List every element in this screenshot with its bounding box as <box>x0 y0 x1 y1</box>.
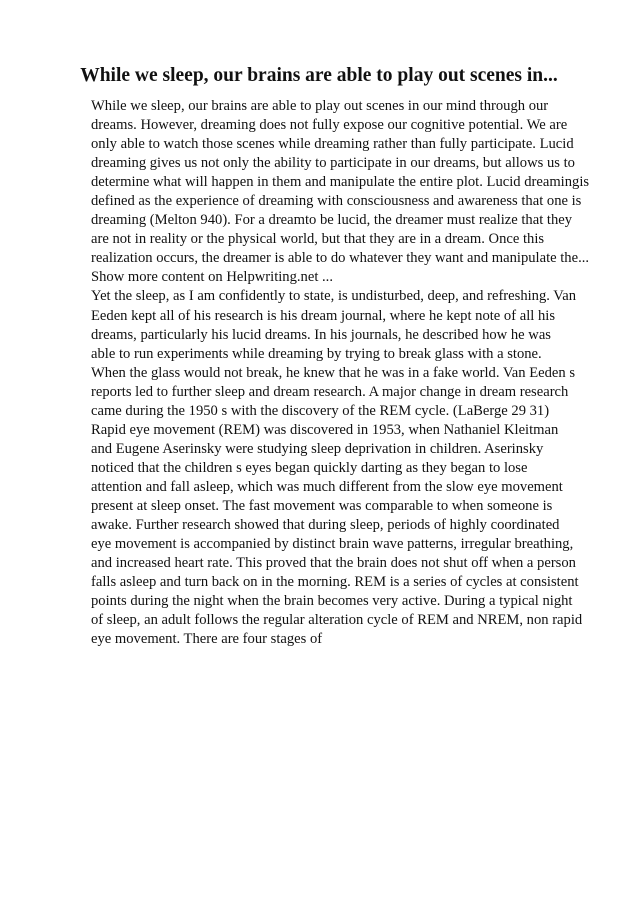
text-line: determine what will happen in them and manipulate the entire plot. Lucid dreamingis <box>91 174 590 191</box>
text-line: of sleep, an adult follows the regular alteration cycle of REM and NREM, non rapid <box>91 612 583 629</box>
text-line: realization occurs, the dreamer is able to do whatever they want and manipulate the... <box>91 250 590 267</box>
text-line: When the glass would not break, he knew that he was in a fake world. Van Eeden s <box>91 364 576 381</box>
text-line: dreams. However, dreaming does not fully expose our cognitive potential. We are <box>91 117 568 134</box>
text-line: While we sleep, our brains are able to play out scenes in our mind through our <box>91 98 549 114</box>
text-line: are not in reality or the physical world, but that they are in a dream. Once this <box>91 231 545 248</box>
text-line: Show more content on Helpwriting.net ... <box>91 269 333 286</box>
text-line: Eeden kept all of his research is his dream journal, where he kept note of all his <box>91 307 556 324</box>
text-line: only able to watch those scenes while dreaming rather than fully participate. Lucid <box>91 136 574 153</box>
text-line: awake. Further research showed that during sleep, periods of highly coordinated <box>91 517 560 534</box>
text-line: dreaming (Melton 940). For a dreamto be lucid, the dreamer must realize that they <box>91 212 573 229</box>
text-line: defined as the experience of dreaming with consciousness and awareness that one is <box>91 193 582 210</box>
text-line: and increased heart rate. This proved that the brain does not shut off when a person <box>91 555 576 572</box>
text-line: falls asleep and turn back on in the morning. REM is a series of cycles at consistent <box>91 574 579 591</box>
text-line: dreaming gives us not only the ability to participate in our dreams, but allows us to <box>91 155 575 172</box>
text-line: eye movement is accompanied by distinct brain wave patterns, irregular breathing, <box>91 536 574 553</box>
text-line: dreams, particularly his lucid dreams. In his journals, he described how he was <box>91 326 551 343</box>
text-line: Rapid eye movement (REM) was discovered in 1953, when Nathaniel Kleitman <box>91 421 559 438</box>
text-line: reports led to further sleep and dream research. A major change in dream research <box>91 383 569 400</box>
text-line: points during the night when the brain becomes very active. During a typical night <box>91 593 573 610</box>
text-line: present at sleep onset. The fast movement was comparable to when someone is <box>91 497 553 514</box>
text-line: Yet the sleep, as I am confidently to state, is undisturbed, deep, and refreshing. Van <box>91 288 576 305</box>
document-title: While we sleep, our brains are able to play out scenes in... <box>80 65 558 86</box>
text-line: noticed that the children s eyes began quickly darting as they began to lose <box>91 459 528 476</box>
text-line: and Eugene Aserinsky were studying sleep deprivation in children. Aserinsky <box>91 440 544 457</box>
document-body <box>91 97 589 649</box>
text-line: came during the 1950 s with the discovery of the REM cycle. (LaBerge 29 31) <box>91 402 550 419</box>
text-line: attention and fall asleep, which was much different from the slow eye movement <box>91 478 563 495</box>
text-line: able to run experiments while dreaming by trying to break glass with a stone. <box>91 345 542 362</box>
text-line: eye movement. There are four stages of <box>91 631 323 648</box>
